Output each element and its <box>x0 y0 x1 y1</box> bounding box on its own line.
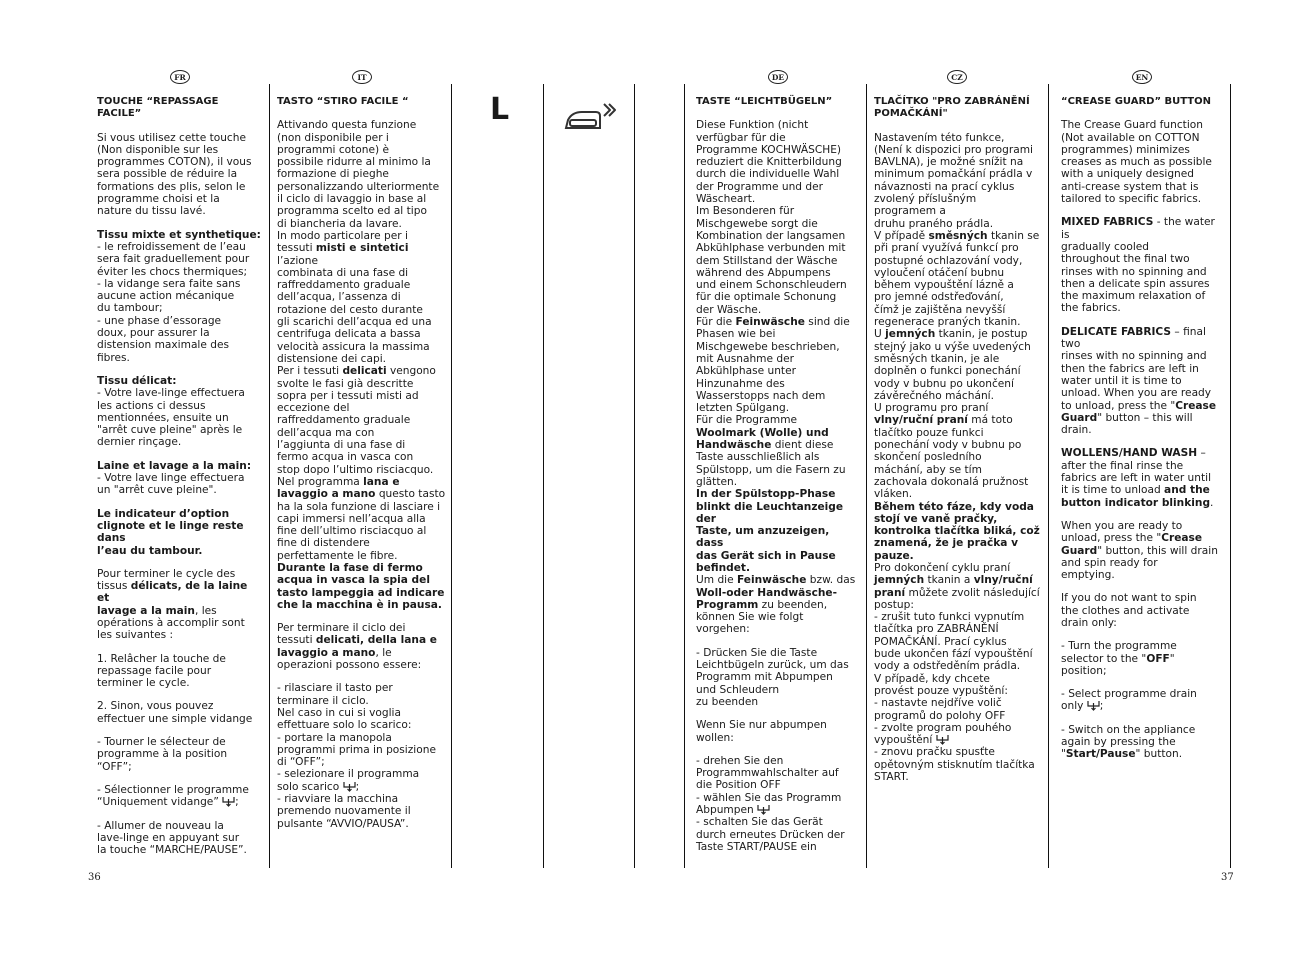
paragraph <box>277 119 447 611</box>
bold-text: and the button indicator blinking <box>1061 484 1211 509</box>
language-flag: CZ <box>947 70 967 84</box>
bold-text: Tissu délicat: <box>97 374 177 387</box>
text: - Allumer de nouveau la lave-linge en appuyant sur la touche “MARCHE/PAUSE”. <box>97 819 247 857</box>
bold-text: Tissu mixte et synthetique: <box>97 228 261 241</box>
section-letter: L <box>490 92 510 127</box>
bold-text: Durante la fase di fermo acqua in vasca la spia del tasto lampeggia ad indicare che la macchina è in pausa. <box>277 561 445 611</box>
text: " button, this will drain and spin ready for emptying. <box>1061 544 1218 582</box>
text: bzw. das <box>809 574 856 587</box>
text: - Select programme drain only <box>1061 688 1197 713</box>
paragraph <box>97 653 263 690</box>
text: vengono svolte le fasi già descritte sopra per i tessuti misti ad eccezione del raffreddamento graduale dell’acqua ma con l’aggiunta di una fase di fermo acqua in vasca con stop dopo l’ultimo risciacquo. Nel programma <box>277 365 436 488</box>
page-number-left: 36 <box>88 872 101 883</box>
text: Nastavením této funkce, (Není k dispozici pro programi BAVLNA), je možné snížit na minimum pomačkání prádla v návaznosti na prací cyklus zvolený příslušným programem a druhu praného prádla. V případě <box>874 131 1033 242</box>
text: - znovu pračku spusťte opětovným stisknutím tlačítka START. <box>874 746 1035 784</box>
paragraph <box>97 375 263 449</box>
paragraph <box>97 460 263 497</box>
bold-text: Woll-oder Handwäsche- Programm <box>696 586 837 611</box>
bold-text: Laine et lavage a la main: <box>97 459 252 472</box>
paragraph <box>696 647 860 708</box>
text: - schalten Sie das Gerät durch erneutes Drücken der Taste START/PAUSE ein <box>696 816 845 853</box>
section-body <box>1061 119 1223 760</box>
text: Si vous utilisez cette touche (Non disponible sur les programmes COTON), il vous sera possible de réduire la formations des plis, selon le programme choisi et la nature du tissu lavé. <box>97 131 252 218</box>
bold-text: Feinwäsche <box>737 574 807 587</box>
bold-text: Le indicateur d’option clignote et le linge reste dans l’eau du tambour. <box>97 507 244 557</box>
bold-text: jemných <box>885 328 936 341</box>
text: má toto tlačítko pouze funkci ponechání vody v bubnu po skončení posledního máchání, aby se tím zachovala dokonalá pružnost vláken. <box>874 414 1029 501</box>
text: 1. Relâcher la touche de repassage facile pour terminer le cycle. <box>97 652 226 690</box>
text: " button. <box>1135 748 1183 761</box>
paragraph <box>1061 724 1223 761</box>
bold-text: jemných <box>874 574 925 587</box>
section-body <box>696 119 860 853</box>
drain-symbol-icon <box>757 804 770 816</box>
column-de <box>696 70 860 864</box>
paragraph <box>97 736 263 773</box>
section-title: TASTE “LEICHTBÜGELN” <box>696 96 833 107</box>
text: " position; <box>1061 652 1175 677</box>
text: - Switch on the appliance again by pressing the " <box>1061 723 1196 761</box>
text: Um die <box>696 574 734 587</box>
text: ; <box>1099 700 1104 713</box>
column-divider <box>1048 84 1049 868</box>
text: dient diese Taste ausschließlich als Spülstopp, um die Fasern zu glätten. <box>696 439 846 488</box>
paragraph <box>1061 326 1223 437</box>
text: ; <box>235 796 239 809</box>
bold-text: Start/Pause <box>1065 748 1136 761</box>
paragraph <box>1061 520 1223 581</box>
text: l’azione combinata di una fase di raffreddamento graduale dell’acqua, l’assenza di rotazione del cesto durante gli scarichi dell’acqua ed una centrifuga delicata a bassa velocità assicura la massima distensione dei capi. Per i tessuti <box>277 254 432 378</box>
text: - rilasciare il tasto per terminare il ciclo. Nel caso in cui si voglia effettuare solo lo scarico: - portare la manopola programmi prima in posizione di “OFF”; - selezionare il programma solo scarico <box>277 682 436 793</box>
bold-text: Woolmark (Wolle) und Handwäsche <box>696 426 829 452</box>
bold-text: DELICATE FABRICS <box>1061 325 1172 338</box>
column-divider <box>269 84 270 868</box>
text: sind die Phasen wie bei Mischgewebe beschrieben, mit Ausnahme der Abkühlphase unter Hinzunahme des Wasserstopps nach dem letzten Spülgang. Für die Programme <box>696 316 850 427</box>
text: When you are ready to unload, press the " <box>1061 519 1183 545</box>
column-divider <box>1230 84 1231 868</box>
bold-text: směsných <box>928 229 988 242</box>
text: Pro dokončení cyklu praní <box>874 561 1011 574</box>
bold-text: delicati, della lana e lavaggio a mano <box>277 634 437 659</box>
text: tkanin, je postup stejný jako u výše uvedených směsných tkanin, je ale doplněn o funkci ponechání vody v bubnu po ukončení závěrečného máchání. U programu pro praní <box>874 328 1031 415</box>
paragraph <box>696 719 860 744</box>
paragraph <box>696 119 860 635</box>
language-flag: IT <box>352 70 372 84</box>
text: - Votre lave-linge effectuera les actions ci dessus mentionnées, ensuite un "arrêt cuve pleine" après le dernier rinçage. <box>97 387 245 449</box>
column-divider <box>451 84 452 868</box>
bold-text: Feinwäsche <box>735 316 805 329</box>
section-title: “CREASE GUARD” BUTTON <box>1061 96 1211 107</box>
page-number-right: 37 <box>1221 872 1234 883</box>
column-cz <box>874 70 1040 794</box>
bold-text: WOLLENS/HAND WASH <box>1061 447 1198 460</box>
paragraph <box>97 229 263 364</box>
paragraph <box>696 755 860 853</box>
text: Wenn Sie nur abpumpen wollen: <box>696 719 827 744</box>
bold-text: vlny/ruční praní <box>874 574 1033 599</box>
section-body <box>97 132 263 857</box>
text: - drehen Sie den Programmwahlschalter auf die Position OFF - wählen Sie das Programm Abpumpen <box>696 754 842 817</box>
text: - Tourner le sélecteur de programme à la position “OFF”; <box>97 736 228 773</box>
paragraph <box>97 784 263 809</box>
paragraph <box>97 132 263 218</box>
text: - le refroidissement de l’eau sera fait graduellement pour éviter les chocs thermiques; - la vidange sera faite sans aucune action mécanique du tambour; - une phase d’essorage doux, pour assurer la distension maximale des fibres. <box>97 240 250 364</box>
column-it <box>277 70 447 841</box>
paragraph <box>1061 592 1223 629</box>
language-flag: EN <box>1132 70 1152 84</box>
text: . <box>1210 496 1214 509</box>
language-flag: FR <box>170 70 190 84</box>
bold-text: delicati <box>342 365 387 378</box>
language-flag: DE <box>768 70 788 84</box>
iron-steam-icon <box>560 98 618 142</box>
bold-text: OFF <box>1146 652 1170 665</box>
text: tkanin a <box>924 574 974 587</box>
text: " button – this will drain. <box>1061 411 1193 437</box>
drain-symbol-icon <box>936 734 949 746</box>
paragraph <box>1061 119 1223 205</box>
text: 2. Sinon, vous pouvez effectuer une simple vidange <box>97 700 253 725</box>
text: - Votre lave linge effectuera un "arrêt cuve pleine". <box>97 472 245 497</box>
paragraph <box>874 132 1040 784</box>
text: tkanin se při praní využívá funkcí pro postupné ochlazování vody, vyloučení otáčení bubnu během vypouštění lázně a pro jemné odstřeďování, čímž je zajištěna nevyšší regenerace praných tkanin. U <box>874 229 1040 341</box>
drain-symbol-icon <box>222 796 235 808</box>
text: - Drücken Sie die Taste Leichtbügeln zurück, um das Programm mit Abpumpen und Schleudern zu beenden <box>696 646 849 708</box>
bold-text: délicats, de la laine et lavage a la main <box>97 580 248 617</box>
section-title: TASTO “STIRO FACILE “ <box>277 96 409 107</box>
column-en <box>1061 70 1223 772</box>
text: If you do not want to spin the clothes and activate drain only: <box>1061 592 1197 629</box>
text: , les opérations à accomplir sont les suivantes : <box>97 604 245 642</box>
bold-text: MIXED FABRICS <box>1061 216 1154 229</box>
text: – after the final rinse the fabrics are left in water until it is time to unload <box>1061 447 1212 497</box>
text: Attivando questa funzione (non disponibile per i programmi cotone) è possibile ridurre al minimo la formazione di pieghe personalizzando ulteriormente il ciclo di lavaggio in base al programma scelto ed al tipo di biancheria da lavare. In modo particolare per i tessuti <box>277 119 440 255</box>
text: - the water is gradually cooled throughout the final two rinses with no spinning and then a delicate spin assures the maximum relaxation of the fabrics. <box>1061 216 1215 315</box>
column-divider <box>543 84 544 868</box>
text: ; - riavviare la macchina premendo nuovamente il pulsante “AVVIO/PAUSA”. <box>277 780 411 830</box>
paragraph <box>1061 688 1223 713</box>
paragraph <box>277 622 447 671</box>
paragraph <box>97 568 263 642</box>
section-title: TLAČÍTKO "PRO ZABRÁNĚNÍ POMAČKÁNÍ" <box>874 96 1030 120</box>
text: zu beenden, können Sie wie folgt vorgehen: <box>696 598 828 636</box>
paragraph <box>277 682 447 830</box>
bold-text: misti e sintetici <box>315 242 409 255</box>
text: , le operazioni possono essere: <box>277 646 422 672</box>
text: – final two rinses with no spinning and then the fabrics are left in water until it is time to unload. When you are ready to unload, press the " <box>1061 325 1212 412</box>
paragraph <box>1061 216 1223 314</box>
column-fr <box>97 70 263 867</box>
column-divider <box>684 84 685 868</box>
text: - Turn the programme selector to the " <box>1061 640 1177 665</box>
section-body <box>874 132 1040 784</box>
column-divider <box>634 84 635 868</box>
paragraph <box>1061 447 1223 508</box>
drain-symbol-icon <box>1087 700 1100 712</box>
bold-text: Crease Guard <box>1061 399 1217 424</box>
paragraph <box>97 700 263 725</box>
column-divider <box>866 84 867 868</box>
text: Diese Funktion (nicht verfügbar für die Programme KOCHWÄSCHE) reduziert die Knitterbildung durch die individuelle Wahl der Programme und der Wäscheart. Im Besonderen für Mischgewebe sorgt die Kombination der langsamen Abkühlphase verbunden mit dem Stillstand der Wäsche während des Abpumpens und einem Schonschleudern für die optimale Schonung der Wäsche. Für die <box>696 119 847 329</box>
bold-text: In der Spülstopp-Phase blinkt die Leuchtanzeige der Taste, um anzuzeigen, dass das Gerät sich in Pause befindet. <box>696 488 844 574</box>
section-body <box>277 119 447 830</box>
paragraph <box>1061 640 1223 677</box>
bold-text: vlny/ruční praní <box>874 414 968 427</box>
text: Pour terminer le cycle des tissus <box>97 567 236 593</box>
text: Per terminare il ciclo dei tessuti <box>277 622 406 647</box>
text: questo tasto ha la sola funzione di lasciare i capi immersi nell’acqua alla fine dell’ultimo risciacquo al fine di distendere perfettamente le fibre. <box>277 488 446 562</box>
bold-text: Během této fáze, kdy voda stojí ve vaně pračky, kontrolka tlačítka bliká, což znamená, že je pračka v pauze. <box>874 500 1040 562</box>
text: můžete zvolit následující postup: - zrušit tuto funkci vypnutím tlačítka pro ZABRÁNĚNÍ POMAČKÁNÍ. Prací cyklus bude ukončen fází vypouštění vody a odstředěním prádla. V případě, kdy chcete provést pouze vypuštění: - nastavte nejdříve volič programů do polohy OFF - zvolte program pouhého vypouštění <box>874 586 1040 747</box>
bold-text: Crease Guard <box>1061 532 1203 557</box>
bold-text: lana e lavaggio a mano <box>277 475 400 501</box>
paragraph <box>97 508 263 557</box>
section-title: TOUCHE “REPASSAGE FACILE” <box>97 96 219 120</box>
drain-symbol-icon <box>343 781 356 793</box>
text: The Crease Guard function (Not available on COTTON programmes) minimizes creases as much as possible with a uniquely designed anti-crease system that is tailored to specific fabrics. <box>1061 119 1212 206</box>
text: - Sélectionner le programme “Uniquement vidange” <box>97 783 249 809</box>
paragraph <box>97 820 263 857</box>
